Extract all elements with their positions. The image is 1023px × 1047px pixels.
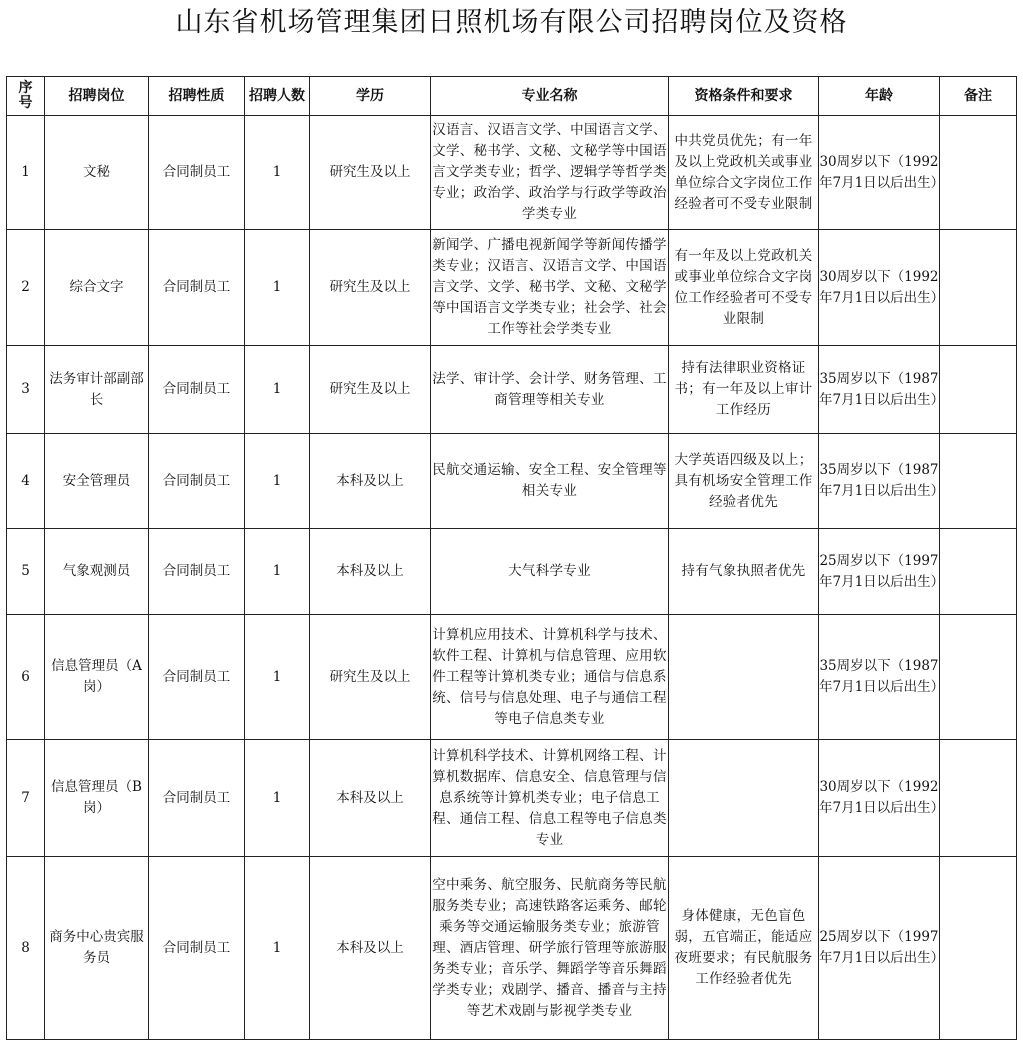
cell-nature: 合同制员工 [149,116,245,230]
cell-requirements: 持有气象执照者优先 [669,529,819,615]
cell-no: 7 [7,740,45,857]
cell-major: 法学、审计学、会计学、财务管理、工商管理等相关专业 [431,346,669,434]
cell-position: 商务中心贵宾服务员 [45,857,149,1040]
cell-education: 研究生及以上 [310,346,431,434]
cell-count: 1 [245,615,310,740]
header-major: 专业名称 [431,77,669,116]
cell-age: 35周岁以下（1987年7月1日以后出生） [819,615,940,740]
cell-requirements [669,615,819,740]
cell-nature: 合同制员工 [149,346,245,434]
header-position: 招聘岗位 [45,77,149,116]
cell-education: 本科及以上 [310,857,431,1040]
cell-nature: 合同制员工 [149,230,245,346]
cell-count: 1 [245,346,310,434]
table-row [7,529,1017,615]
cell-age: 30周岁以下（1992年7月1日以后出生） [819,740,940,857]
header-count: 招聘人数 [245,77,310,116]
cell-count: 1 [245,434,310,529]
cell-nature: 合同制员工 [149,615,245,740]
cell-major: 计算机应用技术、计算机科学与技术、软件工程、计算机与信息管理、应用软件工程等计算机类专业；通信与信息系统、信号与信息处理、电子与通信工程等电子信息类专业 [431,615,669,740]
cell-position: 综合文字 [45,230,149,346]
cell-major: 新闻学、广播电视新闻学等新闻传播学类专业；汉语言、汉语言文学、中国语言文学、文学、秘书学、文秘、文秘学等中国语言文学类专业；社会学、社会工作等社会学类专业 [431,230,669,346]
table-row [7,230,1017,346]
cell-requirements: 有一年及以上党政机关或事业单位综合文字岗位工作经验者可不受专业限制 [669,230,819,346]
cell-requirements: 大学英语四级及以上；具有机场安全管理工作经验者优先 [669,434,819,529]
cell-education: 本科及以上 [310,740,431,857]
header-age: 年龄 [819,77,940,116]
cell-count: 1 [245,116,310,230]
cell-remark [940,740,1017,857]
cell-remark [940,230,1017,346]
cell-position: 气象观测员 [45,529,149,615]
header-requirements: 资格条件和要求 [669,77,819,116]
recruitment-table [6,76,1017,1040]
cell-education: 研究生及以上 [310,230,431,346]
cell-no: 6 [7,615,45,740]
cell-nature: 合同制员工 [149,740,245,857]
cell-count: 1 [245,857,310,1040]
cell-age: 30周岁以下（1992年7月1日以后出生） [819,116,940,230]
cell-remark [940,116,1017,230]
cell-count: 1 [245,230,310,346]
cell-education: 本科及以上 [310,529,431,615]
cell-requirements: 持有法律职业资格证书；有一年及以上审计工作经历 [669,346,819,434]
cell-requirements: 身体健康，无色盲色弱，五官端正，能适应夜班要求；有民航服务工作经验者优先 [669,857,819,1040]
cell-remark [940,346,1017,434]
header-nature: 招聘性质 [149,77,245,116]
cell-remark [940,434,1017,529]
header-no: 序号 [7,77,45,116]
cell-nature: 合同制员工 [149,434,245,529]
cell-major: 大气科学专业 [431,529,669,615]
cell-no: 3 [7,346,45,434]
cell-age: 35周岁以下（1987年7月1日以后出生） [819,346,940,434]
table-row [7,434,1017,529]
cell-requirements: 中共党员优先；有一年及以上党政机关或事业单位综合文字岗位工作经验者可不受专业限制 [669,116,819,230]
cell-no: 2 [7,230,45,346]
cell-education: 研究生及以上 [310,116,431,230]
table-row [7,116,1017,230]
cell-major: 民航交通运输、安全工程、安全管理等相关专业 [431,434,669,529]
cell-requirements [669,740,819,857]
cell-education: 本科及以上 [310,434,431,529]
cell-major: 计算机科学技术、计算机网络工程、计算机数据库、信息安全、信息管理与信息系统等计算机类专业；电子信息工程、通信工程、信息工程等电子信息类专业 [431,740,669,857]
cell-major: 汉语言、汉语言文学、中国语言文学、文学、秘书学、文秘、文秘学等中国语言文学类专业；哲学、逻辑学等哲学类专业；政治学、政治学与行政学等政治学类专业 [431,116,669,230]
header-education: 学历 [310,77,431,116]
table-header-row [7,77,1017,116]
cell-no: 1 [7,116,45,230]
cell-position: 法务审计部副部长 [45,346,149,434]
cell-age: 25周岁以下（1997年7月1日以后出生） [819,529,940,615]
cell-education: 研究生及以上 [310,615,431,740]
table-row [7,740,1017,857]
cell-count: 1 [245,529,310,615]
table-row [7,857,1017,1040]
cell-remark [940,857,1017,1040]
cell-nature: 合同制员工 [149,529,245,615]
cell-position: 文秘 [45,116,149,230]
cell-remark [940,529,1017,615]
cell-position: 信息管理员（A岗） [45,615,149,740]
cell-age: 25周岁以下（1997年7月1日以后出生） [819,857,940,1040]
cell-no: 4 [7,434,45,529]
cell-major: 空中乘务、航空服务、民航商务等民航服务类专业；高速铁路客运乘务、邮轮乘务等交通运输服务类专业；旅游管理、酒店管理、研学旅行管理等旅游服务类专业；音乐学、舞蹈学等音乐舞蹈学类专业；戏剧学、播音、播音与主持等艺术戏剧与影视学类专业 [431,857,669,1040]
cell-position: 信息管理员（B岗） [45,740,149,857]
cell-no: 8 [7,857,45,1040]
cell-remark [940,615,1017,740]
cell-nature: 合同制员工 [149,857,245,1040]
cell-age: 30周岁以下（1992年7月1日以后出生） [819,230,940,346]
table-row [7,346,1017,434]
cell-no: 5 [7,529,45,615]
cell-count: 1 [245,740,310,857]
cell-position: 安全管理员 [45,434,149,529]
header-remark: 备注 [940,77,1017,116]
page-title: 山东省机场管理集团日照机场有限公司招聘岗位及资格 [175,7,848,38]
table-row [7,615,1017,740]
cell-age: 35周岁以下（1987年7月1日以后出生） [819,434,940,529]
